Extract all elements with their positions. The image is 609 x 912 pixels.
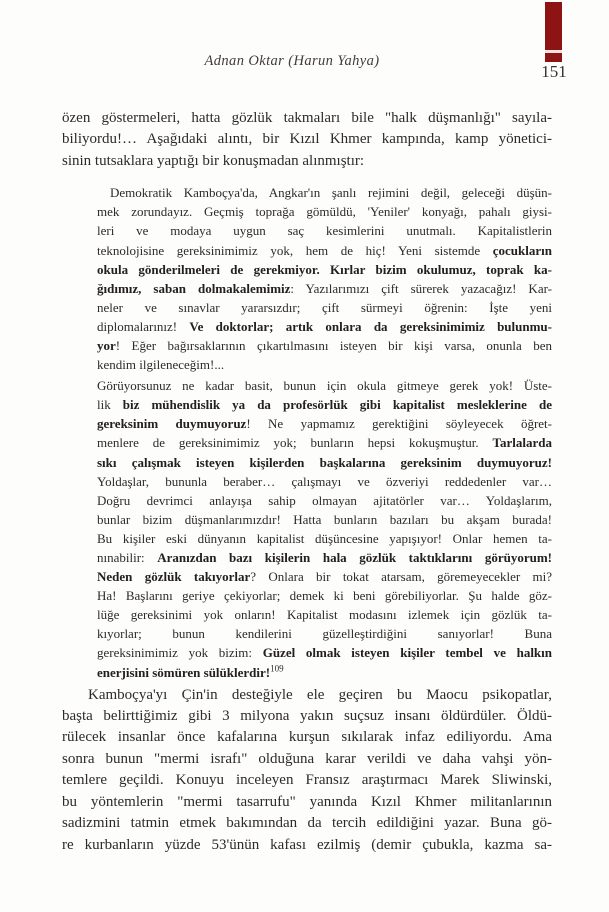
text-line: kıyorlar; bunun kendilerini güzelleştirdiğini sanıyorlar! Buna [97, 626, 552, 642]
text-line: özen göstermeleri, hatta gözlük takmaları bile "halk düşmanlığı" sayıla- [62, 110, 552, 126]
bookmark-bar-top [545, 2, 562, 50]
text-line: gereksinim duymuyoruz! Ne yapmamız gerektiğini söyleyecek öğret- [97, 416, 552, 432]
text-line: nınabilir: Aranızdan bazı kişilerin hala gözlük taktıklarını görüyorum! [97, 550, 552, 565]
text-block [62, 108, 552, 856]
paragraph-2 [97, 183, 552, 374]
page-number: 151 [541, 62, 567, 81]
text-line: okula gönderilmeleri de gerekmiyor. Kırlar bizim okulumuz, toprak ka- [97, 261, 552, 277]
bookmark-bar-bottom [545, 53, 562, 62]
text-line: Bu kişiler eski dünyanın kapitalist düşüncesine yapışıyor! Onlar hemen ta- [97, 530, 552, 546]
text-line: sonra bunun "mermi israfı" olduğuna karar verildi ve daha vahşi yön- [62, 750, 552, 767]
bookmark-ribbon [545, 2, 562, 62]
text-line: Neden gözlük takıyorlar? Onlara bir tokat atarsam, göremeyecekler mi? [97, 569, 552, 585]
text-line: bu yöntemlerin "mermi tasarrufu" yanında Kızıl Khmer militanlarının [62, 793, 552, 810]
text-line: mek zorundayız. Geçmiş toprağa gömüldü, 'Yeniler' konyağı, pahalı giysi- [97, 204, 552, 220]
text-line: Doğru devrimci anlayışa sahip olmayan ajitatörler var… Yoldaşlarım, [97, 492, 552, 508]
text-line: kendim ilgileneceğim!... [97, 357, 225, 373]
text-line: ğıdımız, saban dolmakalemimiz: Yazılarımızı çift sürerek yazacağız! Kar- [97, 280, 552, 296]
text-line: bunlar bizim düşmanlarımızdır! Hatta bunların bazıları bu akşam burada! [97, 511, 552, 527]
text-line: leri ve modaya uygun saç kesimlerini unutmalı. Kapitalistlerin [97, 223, 552, 239]
text-line: neler ve sınavlar yararsızdır; çift sürmeyi öğrenin: İşte yeni [97, 299, 552, 315]
text-line: yor! Eğer bağırsaklarının çıkartılmasını isteyen bir kişi varsa, onunla ben [97, 337, 552, 353]
footnote-marker: 109 [270, 663, 284, 674]
text-line: sadizmini tatmin etmek bakımından da tercih edildiğini yazar. Buna gö- [62, 815, 552, 832]
text-line: rülecek insanlar önce kafalarına kurşun sıkılarak infaz ediliyordu. Ama [62, 729, 552, 746]
text-line: enerjisini sömüren sülüklerdir!$^{109}$ [97, 663, 284, 680]
text-line: re kurbanların yüzde 53'ünün kafası ezilmiş (demir çubukla, kazma sa- [62, 836, 552, 853]
text-line: lüğe gereksinimi yok onların! Kapitalist modasını izlemek için gözlük ta- [97, 607, 552, 623]
running-header: Adnan Oktar (Harun Yahya) [204, 53, 380, 69]
paragraph-1 [62, 108, 552, 172]
paragraph-3 [97, 376, 552, 682]
text-line: lik biz mühendislik ya da profesörlük gibi kapitalist mesleklerine de [97, 397, 552, 413]
text-line: sinin tutsaklara yaptığı bir konuşmadan alınmıştır: [62, 152, 365, 169]
text-line: diplomalarınız! Ve doktorlar; artık onlara da gereksinimimiz bulunmu- [97, 318, 552, 334]
text-line: sıkı çalışmak isteyen kişilerden başkalarına gereksinim duymuyoruz! [97, 454, 552, 470]
text-line: Demokratik Kamboçya'da, Angkar'ın şanlı rejimini değil, geleceği düşün- [110, 185, 552, 201]
paragraph-4 [62, 685, 552, 856]
text-line: başta belirttiğimiz gibi 3 milyona yakın suçsuz insanı öldürdüler. Öldü- [62, 708, 552, 725]
text-line: Görüyorsunuz ne kadar basit, bunun için okula gitmeye gerek yok! Üste- [97, 378, 552, 394]
text-line: Kamboçya'yı Çin'in desteğiyle ele geçiren bu Maocu psikopatlar, [88, 686, 552, 703]
text-line: teknolojisine gereksinimimiz yok, hem de hiç! Yeni sistemde çocukların [97, 242, 552, 258]
text-line: Ha! Başlarını geriye çekiyorlar; demek ki beni görebiliyorlar. Şu halde göz- [97, 588, 552, 604]
text-line: gereksinimimiz yok bizim: Güzel olmak isteyen kişiler tembel ve halkın [97, 645, 552, 661]
text-line: Yoldaşlar, bununla beraber… çalışmayı ve özveriyi reddedenler var… [97, 473, 552, 489]
text-line: biliyordu!… Aşağıdaki alıntı, bir Kızıl Khmer kampında, kamp yönetici- [62, 131, 552, 148]
text-line: temlere geçildi. Konuyu inceleyen Fransız araştırmacı Marek Sliwinski, [62, 772, 552, 789]
text-line: menlere de gereksinimimiz yok; bunların hepsi kokuşmuştur. Tarlalarda [97, 435, 552, 451]
